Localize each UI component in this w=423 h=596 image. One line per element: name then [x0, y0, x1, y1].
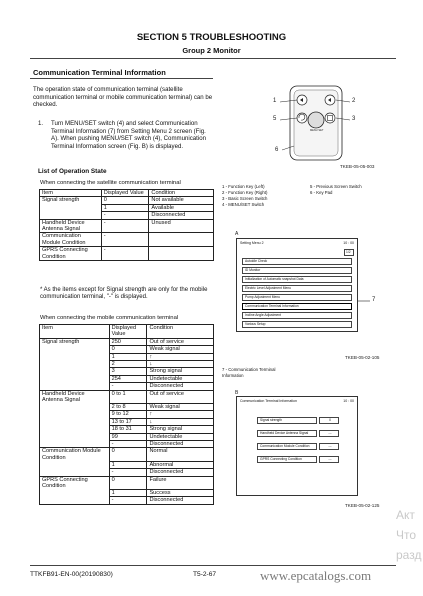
table-cell: [40, 411, 110, 418]
fig-a-menu-item: Pump Adjustment Menu: [242, 294, 352, 301]
table-header-cell: Condition: [147, 325, 214, 339]
legend-item: 1 - Function Key (Left): [222, 184, 265, 189]
fig-a-label: A: [235, 231, 239, 237]
fig-b-row-label: Signal strength: [257, 417, 317, 424]
table-row: [40, 375, 214, 382]
table-cell: [40, 353, 110, 360]
table-cell: Weak signal: [147, 403, 214, 410]
table-row: [40, 441, 214, 448]
callout-6: 6: [275, 147, 279, 153]
table-cell: [40, 361, 110, 368]
table-cell: Abnormal: [147, 461, 214, 468]
table-header-row: [40, 325, 214, 339]
step-text: Turn MENU/SET switch (4) and select Communication Terminal Information (7) from Setting Menu 2 screen (Fig. A). When pushing MENU/SET switch (4), Communication Terminal Information screen (Fig. B) is displayed.: [51, 120, 206, 150]
section-title: SECTION 5 TROUBLESHOOTING: [136, 32, 287, 43]
table-cell: 13 to 17: [109, 418, 147, 425]
mobile-table: [39, 324, 214, 505]
table-cell: [40, 368, 110, 375]
fig-a-menu-item: Electric Level Adjustment Menu: [242, 285, 352, 292]
fig-b-row-value: ---: [319, 456, 339, 463]
table-cell: Strong signal: [147, 368, 214, 375]
fig-b-row-label: GPRS Connecting Condition: [257, 456, 317, 463]
fig-a-ref: TKEB-05-02-105: [345, 355, 380, 360]
table-cell: -: [101, 219, 149, 233]
table-cell: 1: [109, 353, 147, 360]
section-heading: Communication Terminal Information: [33, 68, 166, 77]
table-cell: Available: [149, 204, 214, 211]
ghost-text: Что: [396, 528, 417, 542]
table-cell: Strong signal: [147, 426, 214, 433]
table-cell: 2: [109, 361, 147, 368]
fig-a-menu-item: Incline Angle Adjustment: [242, 312, 352, 319]
fig-b-ref: TKEB-05-02-125: [345, 503, 380, 508]
table-row: [40, 448, 214, 461]
table-cell: GPRS Connecting Condition: [40, 247, 102, 261]
table-cell: ↑: [147, 411, 214, 418]
table-row: [40, 418, 214, 425]
table-cell: [149, 233, 214, 247]
table-cell: Signal strength: [40, 197, 102, 204]
table-row: [40, 390, 214, 403]
table-cell: 18 to 31: [109, 426, 147, 433]
menu-set-label: MENU SET: [310, 129, 324, 132]
legend-right: [310, 184, 362, 196]
legend-item: 2 - Function Key (Right): [222, 190, 268, 195]
table-header-cell: Item: [40, 325, 110, 339]
mobile-caption: When connecting the mobile communication terminal: [40, 315, 179, 321]
table-cell: [40, 497, 110, 504]
callout-1: 1: [273, 98, 277, 104]
table-cell: -: [101, 212, 149, 219]
keypad-ref: TKEB-05-05-003: [340, 164, 375, 169]
setting-menu-screen: [236, 238, 358, 332]
table-cell: Weak signal: [147, 346, 214, 353]
table-cell: 9 to 12: [109, 411, 147, 418]
fig-b-row-value: 0: [319, 417, 339, 424]
table-row: [40, 219, 214, 233]
comm-terminal-screen: [236, 396, 358, 496]
ghost-text: Акт: [396, 508, 415, 522]
fig-b-row-label: Communication Module Condition: [257, 443, 317, 450]
table-cell: -: [109, 497, 147, 504]
table-cell: 1: [109, 489, 147, 496]
footer-rule: [30, 565, 396, 566]
table-cell: -: [109, 383, 147, 390]
table-row: [40, 433, 214, 440]
callout-7-caption: 7 - Communication Terminal Information: [222, 367, 276, 378]
table-header-cell: Displayed Value: [101, 190, 149, 197]
table-cell: [40, 375, 110, 382]
fig-b-row-value: ---: [319, 443, 339, 450]
page-number: T5-2-67: [193, 571, 217, 578]
table-cell: 254: [109, 375, 147, 382]
table-cell: GPRS Connecting Condition: [40, 476, 110, 489]
fig-b-title: Communication Terminal Information: [240, 399, 297, 403]
satellite-caption: When connecting the satellite communication terminal: [40, 180, 181, 186]
table-cell: [40, 383, 110, 390]
fig-a-menu-item: Various Setup: [242, 321, 352, 328]
table-cell: 0: [109, 346, 147, 353]
table-cell: 0: [101, 197, 149, 204]
ghost-text: разд: [396, 548, 422, 562]
fig-a-menu-item: ID Monitor: [242, 267, 352, 274]
fig-a-title: Setting Menu 2: [240, 241, 264, 245]
satellite-table: [39, 189, 214, 261]
table-cell: 0: [109, 448, 147, 461]
table-row: [40, 338, 214, 345]
table-cell: Undetectable: [147, 375, 214, 382]
table-row: [40, 383, 214, 390]
table-cell: [40, 204, 102, 211]
table-cell: ↓: [147, 418, 214, 425]
table-row: [40, 426, 214, 433]
table-cell: 99: [109, 433, 147, 440]
table-row: [40, 197, 214, 204]
callout-2: 2: [352, 98, 356, 104]
table-row: [40, 368, 214, 375]
table-cell: [40, 489, 110, 496]
table-cell: Out of service: [147, 390, 214, 403]
table-row: [40, 497, 214, 504]
table-row: [40, 346, 214, 353]
legend-item: 4 - MENU/SET Switch: [222, 202, 265, 207]
table-cell: Disconnected: [147, 441, 214, 448]
table-cell: [40, 418, 110, 425]
table-cell: [40, 461, 110, 468]
table-cell: 3: [109, 368, 147, 375]
table-cell: Out of service: [147, 338, 214, 345]
note-text: * As the items except for Signal strength are only for the mobile communication terminal, "-" is displayed.: [40, 287, 208, 301]
table-cell: Failure: [147, 476, 214, 489]
watermark: www.epcatalogs.com: [260, 568, 372, 583]
header-rule: [30, 58, 396, 59]
table-row: [40, 411, 214, 418]
table-cell: [40, 433, 110, 440]
table-cell: Disconnected: [147, 383, 214, 390]
table-row: [40, 461, 214, 468]
table-row: [40, 353, 214, 360]
table-cell: -: [101, 233, 149, 247]
table-header-cell: Displayed Value: [109, 325, 147, 339]
table-row: [40, 212, 214, 219]
table-cell: Signal strength: [40, 338, 110, 345]
table-cell: [149, 247, 214, 261]
table-row: [40, 247, 214, 261]
legend-item: 3 - Basic Screen Switch: [222, 196, 268, 201]
fig-b-label: B: [235, 390, 239, 396]
table-cell: [40, 403, 110, 410]
table-cell: -: [109, 441, 147, 448]
table-cell: Undetectable: [147, 433, 214, 440]
table-cell: Handheld Device Antenna Signal: [40, 219, 102, 233]
table-cell: Success: [147, 489, 214, 496]
table-cell: Normal: [147, 448, 214, 461]
table-cell: Unused: [149, 219, 214, 233]
table-cell: Communication Module Condition: [40, 233, 102, 247]
table-cell: 0 to 1: [109, 390, 147, 403]
fig-a-menu-item: Initialization of Automatic snapshot Data: [242, 276, 352, 283]
table-row: [40, 469, 214, 476]
fig-a-page-button: 1/2: [344, 249, 354, 256]
table-cell: 250: [109, 338, 147, 345]
intro-paragraph: The operation state of communication terminal (satellite communication terminal or mobile communication terminal) can be checked.: [33, 86, 213, 109]
table-cell: [40, 426, 110, 433]
table-cell: ↓: [147, 361, 214, 368]
table-row: [40, 204, 214, 211]
table-row: [40, 489, 214, 496]
table-cell: [40, 469, 110, 476]
keypad-figure: [270, 82, 390, 172]
callout-5: 5: [273, 116, 277, 122]
table-cell: 2 to 8: [109, 403, 147, 410]
section-rule: [30, 78, 213, 79]
fig-a-menu-item: Autoidle Check: [242, 258, 352, 265]
legend-left: [222, 184, 267, 208]
table-cell: 0: [109, 476, 147, 489]
table-cell: Not available: [149, 197, 214, 204]
table-cell: Disconnected: [147, 497, 214, 504]
legend-item: 6 - Key Pad: [310, 190, 333, 195]
table-cell: [40, 346, 110, 353]
table-cell: ↑: [147, 353, 214, 360]
fig-a-time: 10 : 00: [343, 241, 354, 245]
table-cell: 1: [101, 204, 149, 211]
table-cell: Communication Module Condition: [40, 448, 110, 461]
group-title: Group 2 Monitor: [182, 46, 241, 55]
table-cell: Disconnected: [147, 469, 214, 476]
step-number: 1.: [38, 120, 44, 127]
table-cell: 1: [109, 461, 147, 468]
callout-3: 3: [352, 116, 356, 122]
table-row: [40, 403, 214, 410]
fig-b-time: 10 : 00: [343, 399, 354, 403]
table-header-cell: Item: [40, 190, 102, 197]
fig-b-row-label: Handheld Device Antenna Signal: [257, 430, 317, 437]
callout-7: 7: [372, 297, 376, 303]
fig-b-row-value: ---: [319, 430, 339, 437]
legend-item: 5 - Previous Screen Switch: [310, 184, 362, 189]
table-cell: Disconnected: [149, 212, 214, 219]
table-header-row: [40, 190, 214, 197]
table-header-cell: Condition: [149, 190, 214, 197]
table-cell: -: [101, 247, 149, 261]
table-cell: Handheld Device Antenna Signal: [40, 390, 110, 403]
table-cell: [40, 212, 102, 219]
doc-code: TTKFB91-EN-00(20190830): [30, 571, 113, 578]
step-1: [38, 120, 213, 150]
table-cell: [40, 441, 110, 448]
fig-a-menu-item: Communication Terminal Information: [242, 303, 352, 310]
keypad-drawing: [270, 82, 390, 172]
table-row: [40, 361, 214, 368]
table-row: [40, 233, 214, 247]
table-row: [40, 476, 214, 489]
list-heading: List of Operation State: [38, 168, 107, 175]
table-cell: -: [109, 469, 147, 476]
